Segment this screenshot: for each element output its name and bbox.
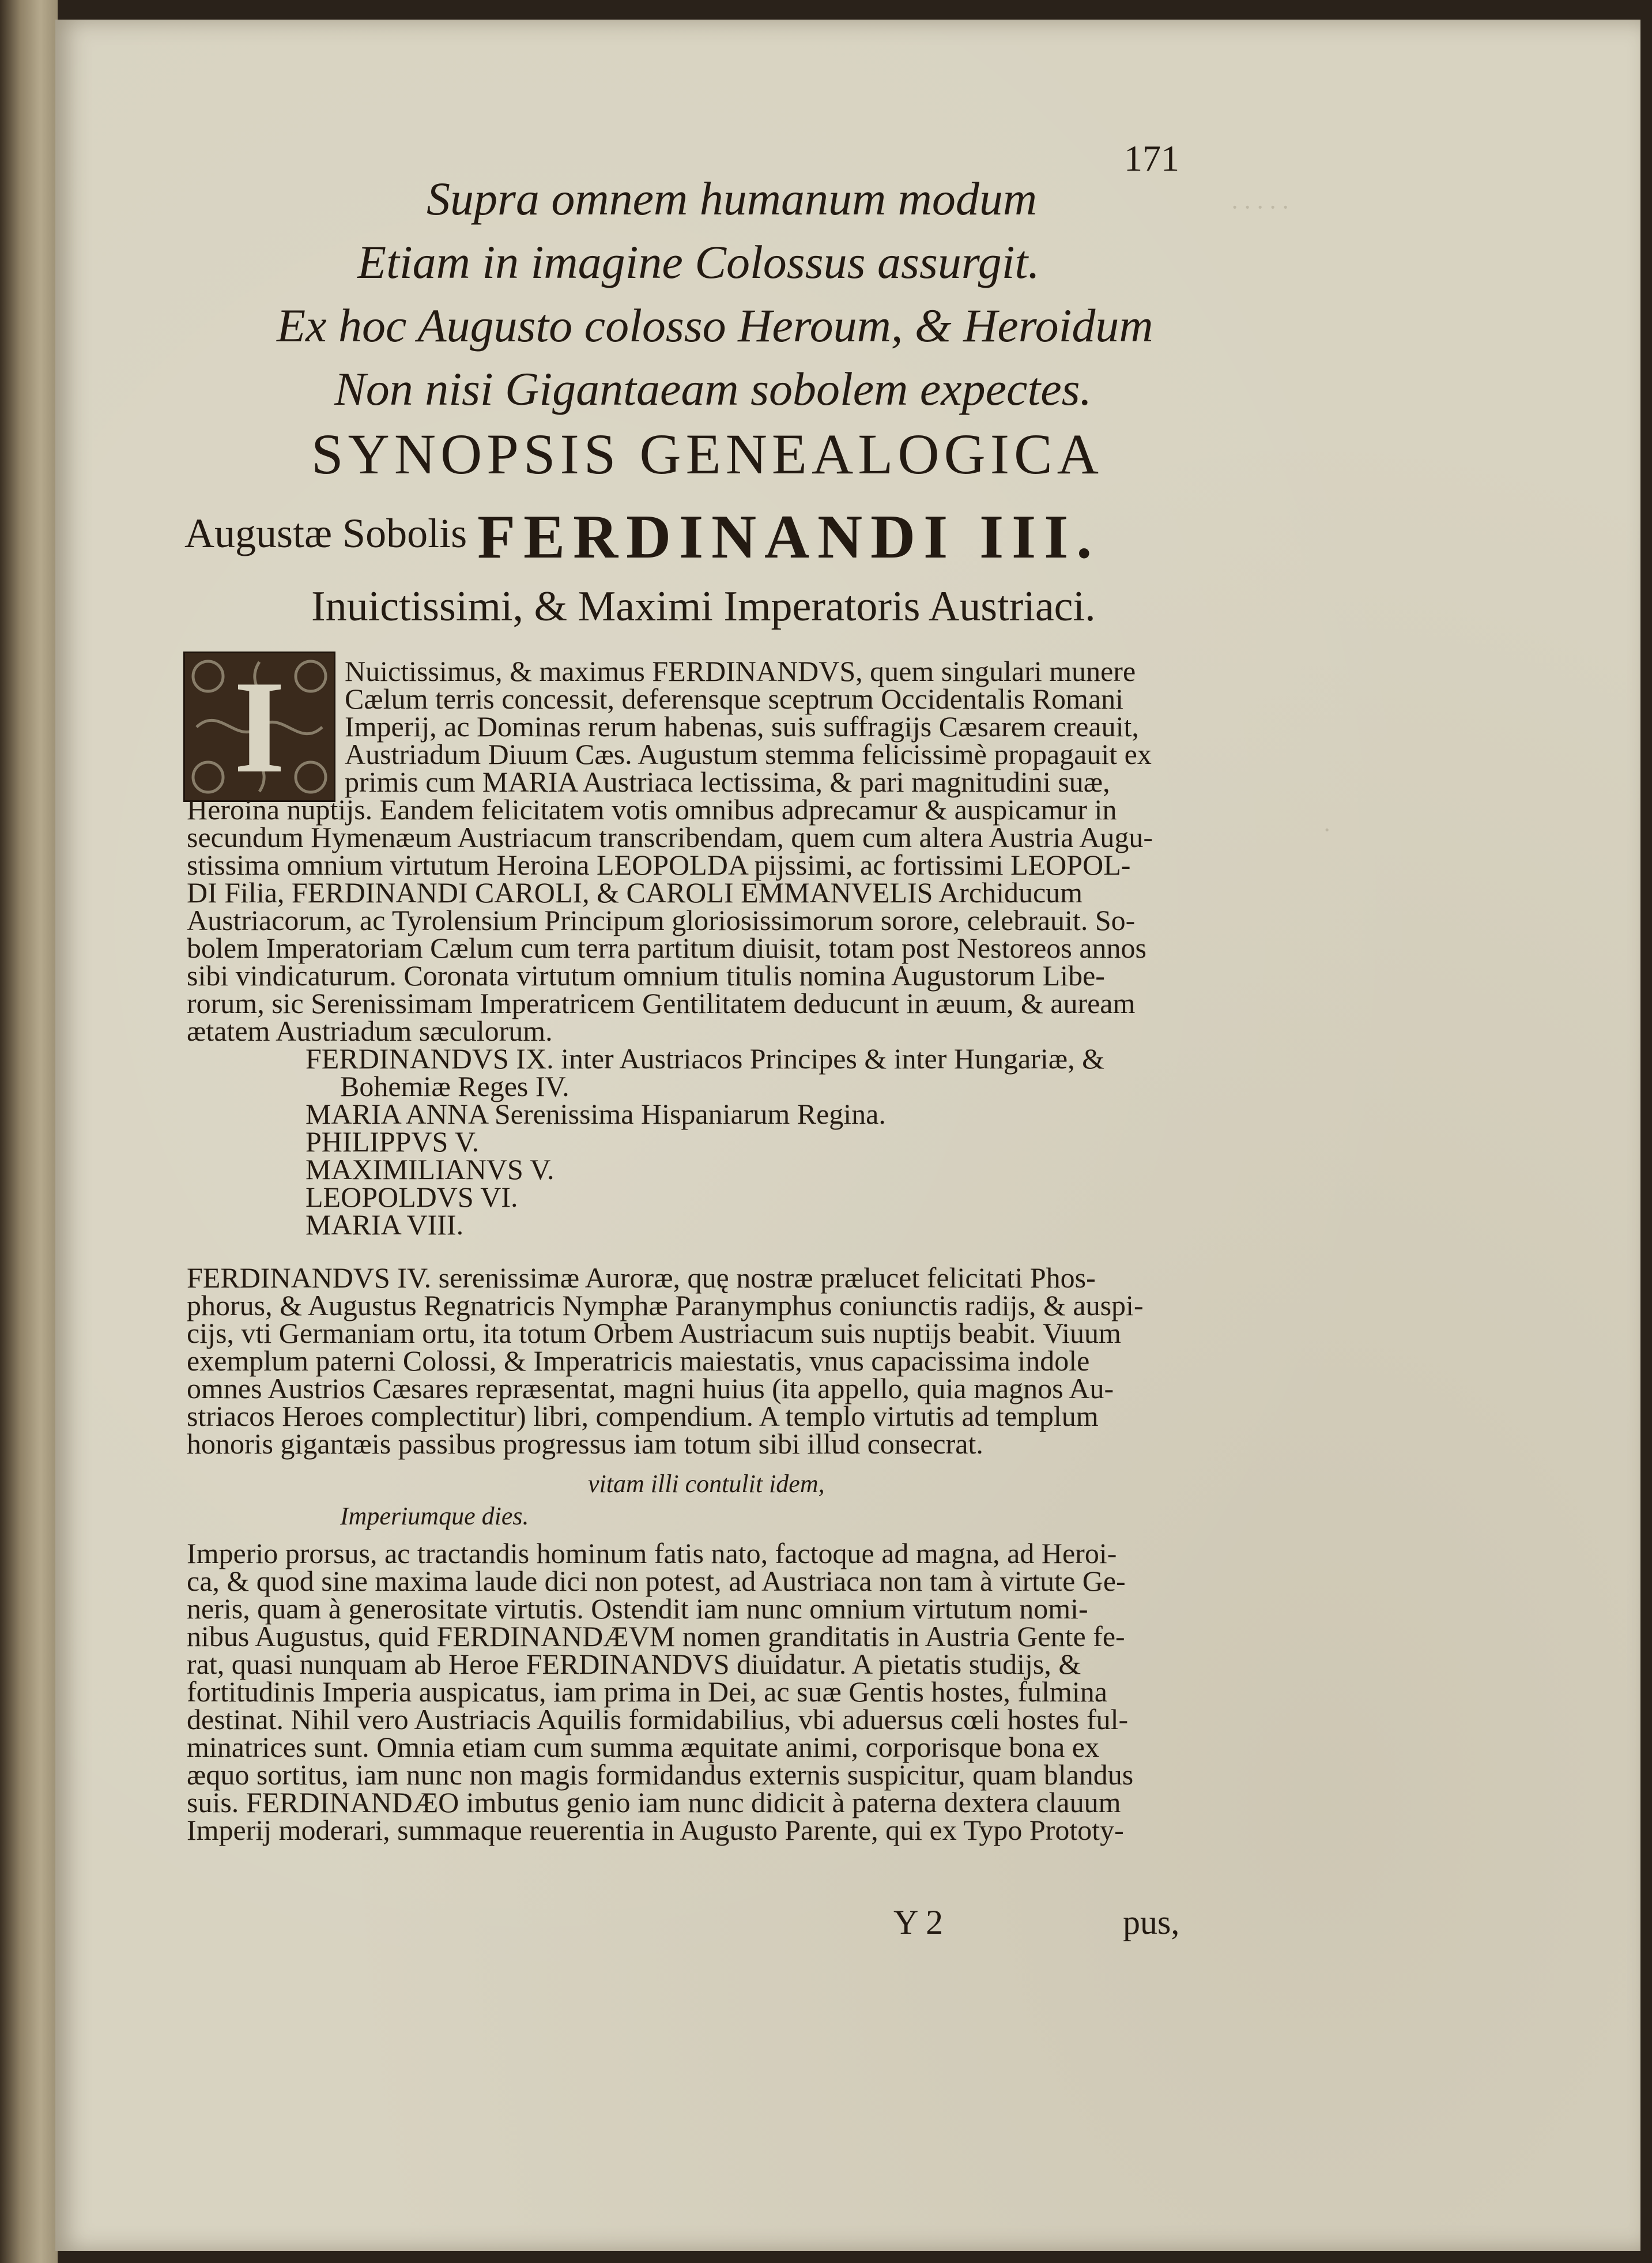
text-line: Imperij, ac Dominas rerum habenas, suis suffragijs Cæsarem creauit, <box>345 710 1139 743</box>
verse <box>219 167 1199 421</box>
text-line: minatrices sunt. Omnia etiam cum summa æquitate animi, corporisque bona ex <box>187 1731 1099 1763</box>
child-entry: MARIA ANNA Serenissima Hispaniarum Regina. <box>305 1098 886 1130</box>
bleed-through: · · · · · <box>1231 193 1288 221</box>
text-line: Imperio prorsus, ac tractandis hominum fatis nato, factoque ad magna, ad Heroi- <box>187 1537 1117 1569</box>
paragraph-opening <box>345 657 1152 796</box>
text-line: FERDINANDVS IV. serenissimæ Auroræ, quę nostræ prælucet felicitati Phos- <box>187 1262 1096 1294</box>
text-line: exemplum paterni Colossi, & Imperatricis maiestatis, vnus capacissima indole <box>187 1345 1090 1377</box>
verse-line: Etiam in imagine Colossus assurgit. <box>357 236 1040 288</box>
heading-subtitle-large: FERDINANDI III. <box>477 503 1100 571</box>
heading-subtitle <box>184 502 1100 573</box>
text-line: rat, quasi nunquam ab Heroe FERDINANDVS diuidatur. A pietatis studijs, & <box>187 1648 1081 1680</box>
text-line: Cælum terris concessit, deferensque sceptrum Occidentalis Romani <box>345 683 1124 715</box>
text-line: phorus, & Augustus Regnatricis Nymphæ Paranymphus coniunctis radijs, & auspi- <box>187 1289 1144 1321</box>
text-line: Austriacorum, ac Tyrolensium Principum gloriosissimorum sorore, celebrauit. So- <box>187 904 1136 936</box>
quote-line: Imperiumque dies. <box>340 1502 529 1530</box>
heading-title: SYNOPSIS GENEALOGICA <box>311 422 1103 486</box>
text-line: honoris gigantæis passibus progressus iam totum sibi illud consecrat. <box>187 1428 983 1460</box>
child-entry: MAXIMILIANVS V. <box>305 1153 555 1185</box>
page-number: 171 <box>1124 138 1179 179</box>
text-line: destinat. Nihil vero Austriacis Aquilis formidabilius, vbi aduersus cœli hostes ful- <box>187 1703 1129 1735</box>
text-line: secundum Hymenæum Austriacum transcribendam, quem cum altera Austria Augu- <box>187 821 1153 853</box>
paragraph-continued <box>187 793 1153 1047</box>
paragraph-ferdinand <box>187 1264 1144 1458</box>
initial-letter: I <box>233 653 285 800</box>
text-line: fortitudinis Imperia auspicatus, iam prima in Dei, ac suæ Gentis hostes, fulmina <box>187 1675 1107 1708</box>
text-line: primis cum MARIA Austriaca lectissima, & pari magnitudini suæ, <box>345 766 1110 798</box>
catchword: pus, <box>1123 1903 1180 1941</box>
text-line: sibi vindicaturum. Coronata virtutum omnium titulis nomina Augustorum Libe- <box>187 959 1105 992</box>
text-line: stissima omnium virtutum Heroina LEOPOLDA pijssimi, ac fortissimi LEOPOL- <box>187 849 1131 881</box>
text-line: cijs, vti Germaniam ortu, ita totum Orbem Austriacum suis nuptijs beabit. Viuum <box>187 1317 1121 1349</box>
text-line: striacos Heroes complectitur) libri, compendium. A templo virtutis ad templum <box>187 1400 1099 1432</box>
signature-mark: Y 2 <box>893 1903 944 1941</box>
heading-subtitle-small: Augustæ Sobolis <box>184 510 467 556</box>
text-line: bolem Imperatoriam Cælum cum terra partitum diuisit, totam post Nestoreos annos <box>187 932 1146 964</box>
children-list <box>305 1042 1104 1241</box>
text-line: omnes Austrios Cæsares repræsentat, magni huius (ita appello, quia magnos Au- <box>187 1372 1114 1405</box>
text-line: æquo sortitus, iam nunc non magis formidandus externis suspicitur, quam blandus <box>187 1759 1134 1791</box>
quote-line: vitam illi contulit idem, <box>588 1470 825 1498</box>
text-line: Imperij moderari, summaque reuerentia in Augusto Parente, qui ex Typo Prototy- <box>187 1814 1124 1846</box>
text-line: rorum, sic Serenissimam Imperatricem Gentilitatem deducunt in æuum, & auream <box>187 987 1136 1019</box>
child-entry: Bohemiæ Reges IV. <box>340 1070 569 1102</box>
text-line: DI Filia, FERDINANDI CAROLI, & CAROLI EMMANVELIS Archiducum <box>187 876 1083 909</box>
book-edge <box>0 0 58 2263</box>
child-entry: PHILIPPVS V. <box>305 1125 480 1158</box>
text-line: nibus Augustus, quid FERDINANDÆVM nomen granditatis in Austria Gente fe- <box>187 1620 1125 1652</box>
text-line: ætatem Austriadum sæculorum. <box>187 1015 553 1047</box>
text-line: ca, & quod sine maxima laude dici non potest, ad Austriaca non tam à virtute Ge- <box>187 1565 1126 1597</box>
text-line: Nuictissimus, & maximus FERDINANDVS, quem singulari munere <box>345 655 1136 687</box>
heading-epithet: Inuictissimi, & Maximi Imperatoris Austriaci. <box>311 583 1096 630</box>
child-entry: MARIA VIII. <box>305 1208 464 1241</box>
verse-line: Non nisi Gigantaeam sobolem expectes. <box>334 363 1092 415</box>
text-line: suis. FERDINANDÆO imbutus genio iam nunc didicit à paterna dextera clauum <box>187 1786 1121 1818</box>
text-line: neris, quam à generositate virtutis. Ostendit iam nunc omnium virtutum nomi- <box>187 1592 1088 1625</box>
text-line: Austriadum Diuum Cæs. Augustum stemma felicissimè propagauit ex <box>345 738 1152 770</box>
quotation <box>340 1468 825 1532</box>
paragraph-imperio <box>187 1539 1133 1844</box>
bleed-through: · <box>1323 816 1330 844</box>
ornamental-initial <box>183 652 335 802</box>
verse-line: Supra omnem humanum modum <box>427 172 1038 225</box>
verse-line: Ex hoc Augusto colosso Heroum, & Heroidum <box>277 299 1153 352</box>
child-entry: FERDINANDVS IX. inter Austriacos Principes & inter Hungariæ, & <box>305 1042 1104 1075</box>
child-entry: LEOPOLDVS VI. <box>305 1181 518 1213</box>
text-line: Heroina nuptijs. Eandem felicitatem votis omnibus adprecamur & auspicamur in <box>187 793 1117 826</box>
